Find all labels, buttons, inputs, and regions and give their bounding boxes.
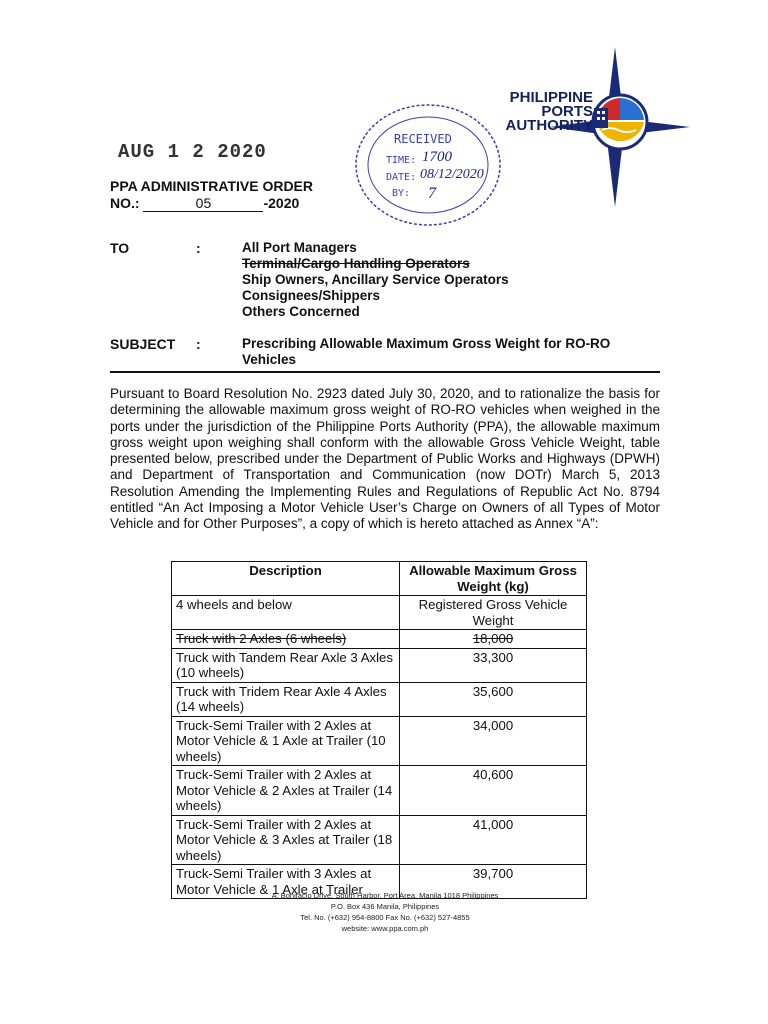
stamp-date-value: 08/12/2020: [420, 167, 484, 182]
order-title: PPA ADMINISTRATIVE ORDER: [110, 178, 314, 194]
body-paragraph: Pursuant to Board Resolution No. 2923 dated July 30, 2020, and to rationalize the basis for determining the allowable maximum gross weight of RO-RO vehicles when weighed in the ports under the jurisdiction of the Philippine Ports Authority (PPA), the allowable maximum gross weight upon weighing shall conform with the allowable Gross Vehicle Weight, table presented below, prescribed under the Department of Public Works and Highways (DPWH) and Department of Transportation and Communication (now DOTr) March 5, 2013 Resolution Amending the Implementing Rules and Regulations of Republic Act No. 8794 entitled “An Act Imposing a Motor Vehicle User’s Charge on Owners of all Types of Motor Vehicle and for Other Purposes”, a copy of which is hereto attached as Annex “A”:: [110, 386, 660, 532]
subject-label: SUBJECT: [110, 336, 176, 352]
header-description: Description: [172, 562, 400, 596]
footer-phone: Tel. No. (+632) 954-8800 Fax No. (+632) 527-4855: [300, 913, 470, 922]
recipient-item: Consignees/Shippers: [242, 288, 381, 303]
row-description: Truck with Tandem Rear Axle 3 Axles (10 wheels): [172, 648, 400, 682]
weight-table: [171, 561, 587, 899]
row-weight: 41,000: [400, 815, 587, 865]
row-description: Truck with Tridem Rear Axle 4 Axles (14 wheels): [172, 682, 400, 716]
recipient-item: All Port Managers: [242, 240, 357, 255]
table-row: [172, 766, 587, 816]
logo-text-ports: PORTS: [541, 103, 593, 120]
date-stamp: AUG 1 2 2020: [118, 141, 267, 163]
row-weight: 18,000: [400, 630, 587, 649]
order-no-suffix: -2020: [263, 195, 300, 211]
row-description: Truck with 2 Axles (6 wheels): [172, 630, 400, 649]
recipient-list: [242, 240, 509, 320]
table-row: [172, 815, 587, 865]
row-weight: 39,700: [400, 865, 587, 899]
stamp-time-label: TIME:: [386, 155, 417, 166]
footer-address: A. Bonifacio Drive, South Harbor, Port Area, Manila 1018 Philippines: [271, 891, 499, 900]
row-description: Truck-Semi Trailer with 2 Axles at Motor Vehicle & 1 Axle at Trailer (10 wheels): [172, 716, 400, 766]
stamp-by-label: BY:: [392, 188, 411, 199]
row-description: 4 wheels and below: [172, 596, 400, 630]
stamp-date-label: DATE:: [386, 172, 417, 183]
table-header-row: [172, 562, 587, 596]
row-weight: Registered Gross Vehicle Weight: [400, 596, 587, 630]
stamp-received-text: RECEIVED: [394, 132, 452, 146]
row-weight: 35,600: [400, 682, 587, 716]
row-description: Truck-Semi Trailer with 2 Axles at Motor Vehicle & 2 Axles at Trailer (14 wheels): [172, 766, 400, 816]
stamp-by-value: 7: [428, 185, 436, 202]
recipient-item: Ship Owners, Ancillary Service Operators: [242, 272, 509, 287]
table-row: [172, 682, 587, 716]
received-stamp: [352, 100, 504, 230]
row-description: Truck-Semi Trailer with 2 Axles at Motor Vehicle & 3 Axles at Trailer (18 wheels): [172, 815, 400, 865]
table-row: [172, 596, 587, 630]
order-no-label: NO.:: [110, 195, 140, 211]
order-no-value: 05: [143, 195, 263, 212]
logo-text-philippine: PHILIPPINE: [509, 89, 593, 106]
logo-building-icon: [594, 108, 608, 128]
row-weight: 40,600: [400, 766, 587, 816]
table-row: [172, 716, 587, 766]
header-weight: Allowable Maximum Gross Weight (kg): [400, 562, 587, 596]
subject-colon: :: [196, 336, 201, 352]
logo-text-authority: AUTHORITY: [505, 117, 593, 134]
to-label: TO: [110, 240, 130, 256]
row-weight: 34,000: [400, 716, 587, 766]
footer-website: website: www.ppa.com.ph: [341, 924, 429, 933]
table-row: [172, 630, 587, 649]
to-colon: :: [196, 240, 201, 256]
divider: [110, 371, 660, 373]
row-weight: 33,300: [400, 648, 587, 682]
recipient-item: Terminal/Cargo Handling Operators: [242, 256, 470, 271]
letterhead-footer: [200, 890, 570, 934]
row-description: Truck-Semi Trailer with 3 Axles at Motor Vehicle & 1 Axle at Trailer: [172, 865, 400, 899]
table-row: [172, 648, 587, 682]
stamp-time-value: 1700: [422, 149, 452, 165]
recipient-item: Others Concerned: [242, 304, 360, 319]
footer-pobox: P.O. Box 436 Manila, Philippines: [330, 902, 440, 911]
subject-text: Prescribing Allowable Maximum Gross Weight for RO-RO Vehicles: [242, 336, 611, 367]
order-number: [110, 195, 299, 212]
